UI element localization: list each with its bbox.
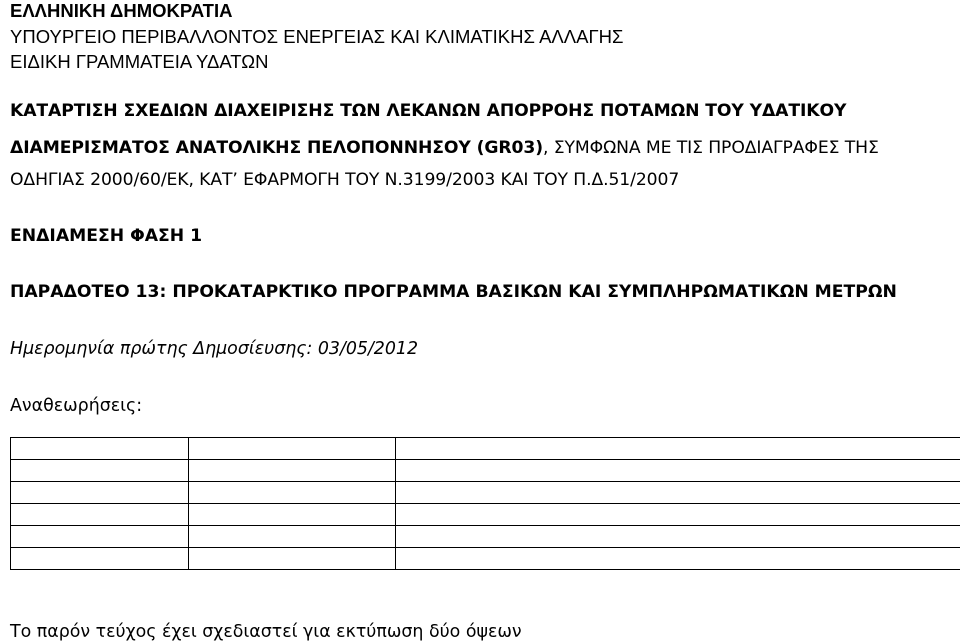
project-title-line-1-text: ΚΑΤΑΡΤΙΣΗ ΣΧΕΔΙΩΝ ΔΙΑΧΕΙΡΙΣΗΣ ΤΩΝ ΛΕΚΑΝΩΝ ΑΠΟΡΡΟΗΣ ΠΟΤΑΜΩΝ ΤΟΥ ΥΔΑΤΙΚΟΥ xyxy=(10,101,847,121)
revision-cell xyxy=(396,526,960,548)
project-title-line-3: ΟΔΗΓΙΑΣ 2000/60/ΕΚ, ΚΑΤ’ ΕΦΑΡΜΟΓΗ ΤΟΥ Ν.3199/2003 ΚΑΙ ΤΟΥ Π.Δ.51/2007 xyxy=(10,170,680,190)
deliverable-heading: ΠΑΡΑΔΟΤΕΟ 13: ΠΡΟΚΑΤΑΡΚΤΙΚΟ ΠΡΟΓΡΑΜΜΑ ΒΑΣΙΚΩΝ ΚΑΙ ΣΥΜΠΛΗΡΩΜΑΤΙΚΩΝ ΜΕΤΡΩΝ xyxy=(10,282,897,302)
phase-heading: ΕΝΔΙΑΜΕΣΗ ΦΑΣΗ 1 xyxy=(10,226,203,246)
revision-cell xyxy=(11,482,189,504)
revision-cell xyxy=(11,460,189,482)
revision-cell xyxy=(11,504,189,526)
revisions-label: Αναθεωρήσεις: xyxy=(10,396,143,416)
ministry-name: ΥΠΟΥΡΓΕΙΟ ΠΕΡΙΒΑΛΛΟΝΤΟΣ ΕΝΕΡΓΕΙΑΣ ΚΑΙ ΚΛΙΜΑΤΙΚΗΣ ΑΛΛΑΓΗΣ xyxy=(10,26,624,47)
revision-cell xyxy=(11,438,189,460)
revision-row xyxy=(11,526,960,548)
project-title-line-2-bold: ΔΙΑΜΕΡΙΣΜΑΤΟΣ ΑΝΑΤΟΛΙΚΗΣ ΠΕΛΟΠΟΝΝΗΣΟΥ (GR03) xyxy=(10,138,544,158)
project-title-line-2-rest: , ΣΥΜΦΩΝΑ ΜΕ ΤΙΣ ΠΡΟΔΙΑΓΡΑΦΕΣ ΤΗΣ xyxy=(543,138,879,158)
revision-cell xyxy=(11,526,189,548)
revision-cell xyxy=(189,482,396,504)
project-title-line-1 xyxy=(10,103,846,120)
revision-cell xyxy=(396,548,960,570)
revision-cell xyxy=(396,460,960,482)
revision-cell xyxy=(11,548,189,570)
revision-row xyxy=(11,548,960,570)
revision-cell xyxy=(189,548,396,570)
revision-cell xyxy=(396,438,960,460)
revision-cell xyxy=(189,526,396,548)
revision-row xyxy=(11,482,960,504)
footer-note: Το παρόν τεύχος έχει σχεδιαστεί για εκτύπωση δύο όψεων xyxy=(10,622,522,642)
project-title-line-2 xyxy=(10,140,879,157)
revision-cell xyxy=(189,438,396,460)
revision-row xyxy=(11,504,960,526)
revision-cell xyxy=(189,504,396,526)
secretariat-name: ΕΙΔΙΚΗ ΓΡΑΜΜΑΤΕΙΑ ΥΔΑΤΩΝ xyxy=(10,51,269,72)
revisions-table xyxy=(10,437,960,570)
revisions-table-body xyxy=(11,438,960,570)
publication-date: Ημερομηνία πρώτης Δημοσίευσης: 03/05/2012 xyxy=(10,339,419,359)
revision-row xyxy=(11,438,960,460)
revision-row xyxy=(11,460,960,482)
revision-cell xyxy=(396,504,960,526)
revision-cell xyxy=(189,460,396,482)
republic-heading: ΕΛΛΗΝΙΚΗ ΔΗΜΟΚΡΑΤΙΑ xyxy=(10,0,233,21)
revision-cell xyxy=(396,482,960,504)
